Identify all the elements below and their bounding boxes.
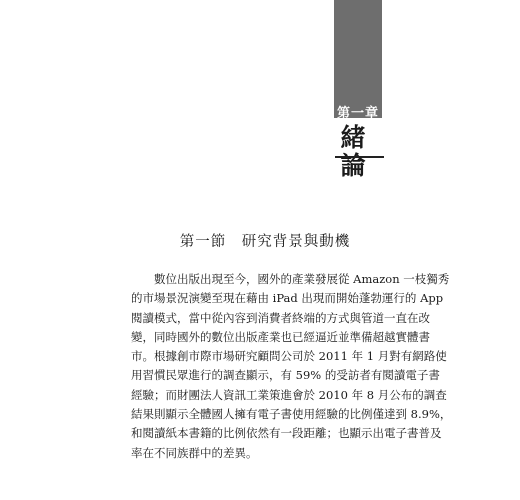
body-paragraph	[131, 270, 452, 463]
paragraph-line: 變，同時國外的數位出版產業也已經逼近並準備超越實體書	[131, 329, 430, 344]
paragraph-line: 結果則顯示全體國人擁有電子書使用經驗的比例僅達到 8.9%，	[131, 407, 452, 422]
paragraph-line: 的市場景況演變至現在藉由 iPad 出現而開始蓬勃運行的 App	[131, 291, 444, 306]
section-title: 第一節 研究背景與動機	[179, 234, 351, 250]
chapter-tab-band	[334, 0, 382, 118]
chapter-title: 緒 論	[340, 123, 376, 180]
chapter-label: 第一章	[336, 106, 379, 121]
paragraph-line: 閱讀模式，當中從內容到消費者終端的方式與管道一直在改	[131, 310, 430, 325]
chapter-title-underline	[335, 156, 384, 158]
paragraph-line: 和閱讀紙本書籍的比例依然有一段距離；也顯示出電子書普及	[131, 426, 442, 441]
paragraph-line: 率在不同族群中的差異。	[131, 445, 258, 460]
paragraph-line: 用習慣民眾進行的調查顯示，有 59% 的受訪者有閱讀電子書	[131, 368, 440, 383]
paragraph-line: 經驗；而財團法人資訊工業策進會於 2010 年 8 月公布的調查	[131, 387, 447, 402]
paragraph-line: 市。根據創市際市場研究顧問公司於 2011 年 1 月對有網路使	[131, 349, 447, 364]
paragraph-line: 數位出版出現至今，國外的產業發展從 Amazon 一枝獨秀	[154, 272, 450, 286]
